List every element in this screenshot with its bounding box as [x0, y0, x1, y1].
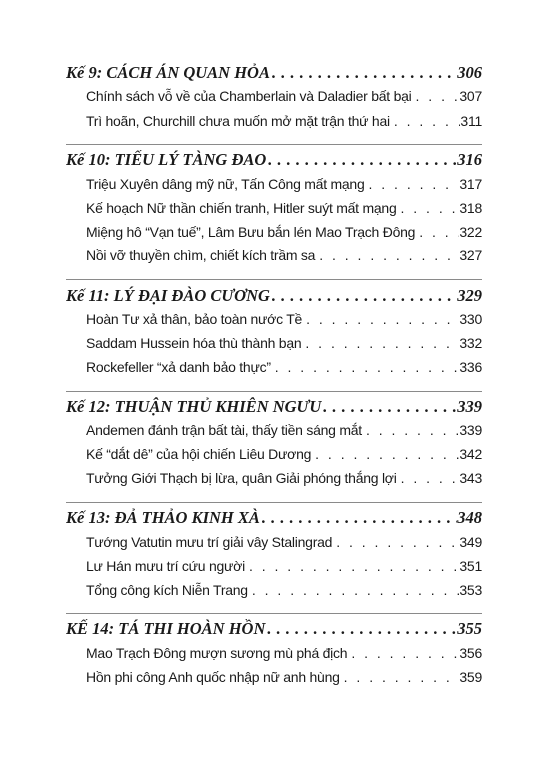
entry-title: Tướng Vatutin mưu trí giải vây Stalingrad: [86, 534, 333, 550]
dot-leader: [271, 359, 460, 375]
entry-page-number: 322: [459, 224, 482, 240]
entry-page-number: 339: [459, 422, 482, 438]
toc-entry: [86, 669, 482, 691]
entry-title: Nồi vỡ thuyền chìm, chiết kích trầm sa: [86, 247, 316, 263]
section-heading: [66, 397, 482, 419]
dot-leader: [302, 311, 459, 327]
entry-page-number: 317: [459, 176, 482, 192]
entry-page-number: 318: [459, 200, 482, 216]
entry-title: Miệng hô “Vạn tuế”, Lâm Bưu bắn lén Mao Trạch Đông: [86, 224, 416, 240]
section-heading: [66, 63, 482, 85]
dot-leader: [265, 619, 457, 639]
entry-title: Kế hoạch Nữ thần chiến tranh, Hitler suýt mất mạng: [86, 200, 397, 216]
toc-entry: [86, 88, 482, 110]
section-page-number: 306: [457, 63, 482, 82]
entry-title: Tổng công kích Niễn Trang: [86, 582, 248, 598]
entry-page-number: 311: [460, 113, 482, 129]
entry-title: Chính sách vỗ về của Chamberlain và Daladier bất bại: [86, 88, 412, 104]
section-page-number: 348: [457, 508, 482, 527]
entry-page-number: 307: [459, 88, 482, 104]
dot-leader: [270, 63, 457, 83]
dot-leader: [301, 335, 459, 351]
toc-entry: [86, 558, 482, 580]
section-title: Kế 13: ĐẢ THẢO KINH XÀ: [66, 508, 260, 527]
entry-page-number: 332: [459, 335, 482, 351]
section-page-number: 339: [457, 397, 482, 416]
section-heading: [66, 508, 482, 530]
toc-entry: [86, 113, 482, 135]
section-page-number: 316: [457, 150, 482, 169]
entry-title: Triệu Xuyên dâng mỹ nữ, Tấn Công mất mạng: [86, 176, 365, 192]
section-title: Kế 10: TIẾU LÝ TÀNG ĐAO: [66, 150, 267, 169]
entry-page-number: 359: [459, 669, 482, 685]
toc-entry: [86, 176, 482, 198]
dot-leader: [390, 113, 461, 129]
entry-page-number: 336: [459, 359, 482, 375]
section-title: Kế 11: LÝ ĐẠI ĐÀO CƯƠNG: [66, 286, 270, 305]
toc-entry: [86, 446, 482, 468]
entry-title: Tưởng Giới Thạch bị lừa, quân Giải phóng thắng lợi: [86, 470, 397, 486]
entry-title: Hồn phi công Anh quốc nhập nữ anh hùng: [86, 669, 340, 685]
section-divider: [66, 391, 482, 392]
entry-page-number: 353: [459, 582, 482, 598]
section-divider: [66, 279, 482, 280]
toc-entry: [86, 311, 482, 333]
toc-entry: [86, 359, 482, 381]
toc-entry: [86, 582, 482, 604]
toc-entry: [86, 645, 482, 667]
dot-leader: [412, 88, 460, 104]
section-title: Kế 9: CÁCH ÁN QUAN HỎA: [66, 63, 270, 82]
section-heading: [66, 619, 482, 641]
dot-leader: [266, 150, 457, 170]
entry-page-number: 342: [459, 446, 482, 462]
section-title: KẾ 14: TÁ THI HOÀN HỒN: [66, 619, 266, 638]
entry-title: Trì hoãn, Churchill chưa muốn mở mặt trận thứ hai: [86, 113, 390, 129]
dot-leader: [347, 645, 459, 661]
section-heading: [66, 286, 482, 308]
dot-leader: [321, 397, 457, 417]
section-divider: [66, 613, 482, 614]
section-heading: [66, 150, 482, 172]
entry-title: Lư Hán mưu trí cứu người: [86, 558, 245, 574]
dot-leader: [311, 446, 459, 462]
entry-page-number: 356: [459, 645, 482, 661]
dot-leader: [332, 534, 459, 550]
dot-leader: [340, 669, 460, 685]
entry-title: Rockefeller “xả danh bảo thực”: [86, 359, 271, 375]
dot-leader: [397, 470, 460, 486]
dot-leader: [260, 508, 457, 528]
section-page-number: 355: [457, 619, 482, 638]
entry-title: Andemen đánh trận bất tài, thấy tiền sáng mắt: [86, 422, 362, 438]
entry-page-number: 327: [459, 247, 482, 263]
toc-entry: [86, 247, 482, 269]
entry-page-number: 351: [459, 558, 482, 574]
entry-title: Saddam Hussein hóa thù thành bạn: [86, 335, 302, 351]
dot-leader: [248, 582, 460, 598]
dot-leader: [415, 224, 459, 240]
dot-leader: [396, 200, 459, 216]
entry-page-number: 343: [459, 470, 482, 486]
dot-leader: [270, 286, 457, 306]
section-divider: [66, 502, 482, 503]
dot-leader: [245, 558, 459, 574]
entry-title: Hoàn Tư xả thân, bảo toàn nước Tề: [86, 311, 303, 327]
toc-entry: [86, 534, 482, 556]
entry-title: Kế “dắt dê” của hội chiến Liêu Dương: [86, 446, 312, 462]
toc-entry: [86, 422, 482, 444]
entry-page-number: 330: [459, 311, 482, 327]
dot-leader: [362, 422, 459, 438]
toc-entry: [86, 335, 482, 357]
section-title: Kế 12: THUẬN THỦ KHIÊN NGƯU: [66, 397, 322, 416]
dot-leader: [365, 176, 460, 192]
toc-entry: [86, 224, 482, 246]
entry-page-number: 349: [459, 534, 482, 550]
entry-title: Mao Trạch Đông mượn sương mù phá địch: [86, 645, 348, 661]
toc-entry: [86, 200, 482, 222]
dot-leader: [315, 247, 459, 263]
toc-entry: [86, 470, 482, 492]
section-page-number: 329: [457, 286, 482, 305]
section-divider: [66, 144, 482, 145]
